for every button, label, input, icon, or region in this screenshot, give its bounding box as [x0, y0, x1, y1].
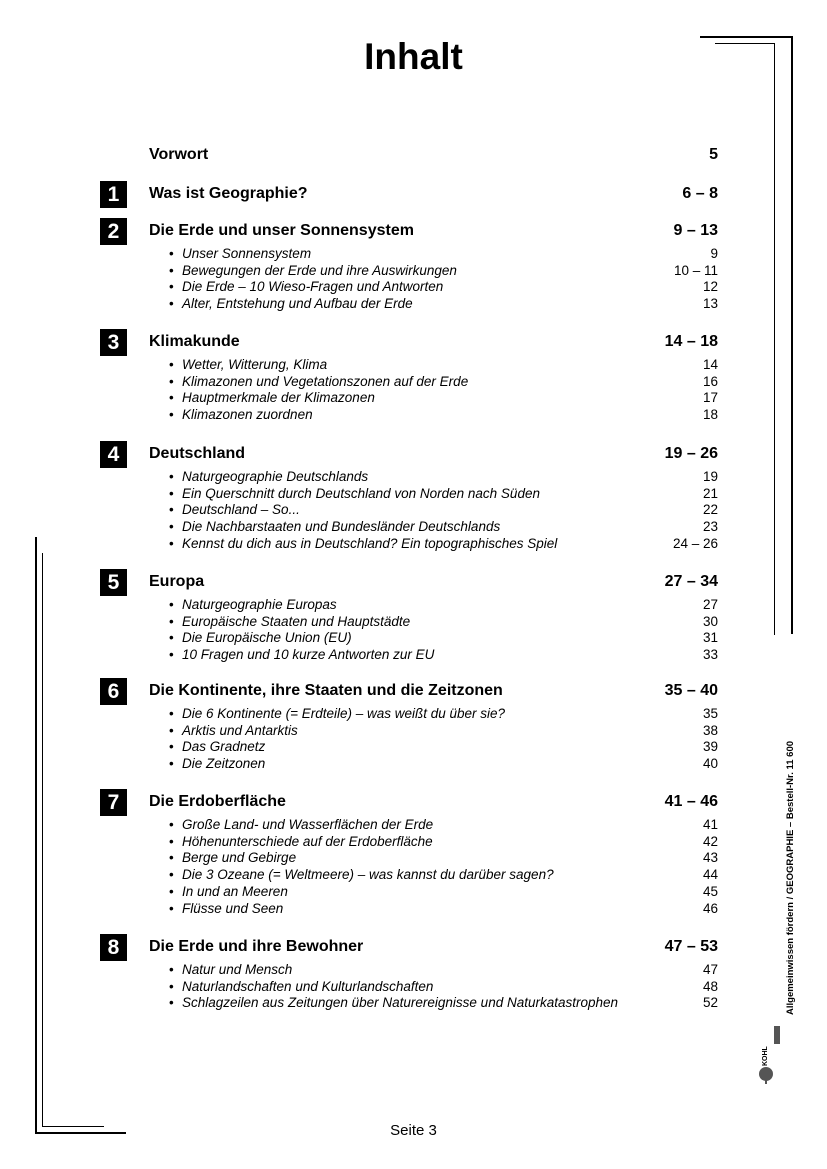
toc-item-text: Klimazonen und Vegetationszonen auf der Erde	[182, 373, 469, 389]
chapter-title: Die Erdoberfläche	[149, 793, 286, 810]
bullet-icon: •	[169, 407, 174, 423]
chapter-title: Die Erde und unser Sonnensystem	[149, 222, 414, 239]
toc-item-text: Europäische Staaten und Hauptstädte	[182, 613, 411, 629]
bullet-icon: •	[169, 900, 174, 916]
bullet-icon: •	[169, 995, 174, 1011]
toc-item-text: Unser Sonnensystem	[182, 246, 312, 261]
bullet-icon: •	[169, 722, 174, 738]
bullet-icon: •	[169, 883, 174, 899]
bullet-icon: •	[169, 756, 174, 772]
frame-line-top-right-h1	[700, 36, 792, 38]
toc-item-text: In und an Meeren	[182, 883, 288, 899]
toc-item-text: Alter, Entstehung und Aufbau der Erde	[182, 296, 413, 312]
toc-item-page: 16	[702, 373, 718, 389]
chapter-number-badge: 1	[100, 181, 127, 208]
chapter-title: Europa	[149, 573, 205, 590]
bullet-icon: •	[169, 850, 174, 866]
toc-item-text: Die Zeitzonen	[182, 756, 266, 772]
toc-item-text: Die 3 Ozeane (= Weltmeere) – was kannst du darüber sagen?	[182, 867, 554, 883]
toc-item-page: 13	[702, 296, 718, 312]
bullet-icon: •	[169, 535, 174, 551]
bullet-icon: •	[169, 739, 174, 755]
toc-item-text: Wetter, Witterung, Klima	[182, 357, 328, 372]
toc-item-text: Hauptmerkmale der Klimazonen	[182, 390, 375, 406]
chapter-number-badge: 5	[100, 569, 127, 596]
toc-item-page: 17	[702, 390, 718, 406]
bullet-icon: •	[169, 373, 174, 389]
vorwort-page: 5	[709, 146, 718, 163]
toc-item-page: 52	[702, 995, 718, 1011]
frame-line-left-v2	[42, 553, 43, 1127]
side-order-info: Allgemeinwissen fördern / GEOGRAPHIE – Bestell-Nr. 11 600	[785, 740, 796, 1015]
toc-item-page: 23	[702, 519, 718, 535]
toc-item-text: Klimazonen zuordnen	[182, 407, 313, 423]
toc-item-text: Bewegungen der Erde und ihre Auswirkungen	[182, 262, 457, 278]
bullet-icon: •	[169, 502, 174, 518]
toc-item-text: Die Europäische Union (EU)	[182, 630, 352, 646]
toc-item-text: Berge und Gebirge	[182, 850, 297, 866]
bullet-icon: •	[169, 817, 174, 832]
chapter-number-badge: 7	[100, 789, 127, 816]
toc-item-page: 14	[702, 357, 718, 372]
bullet-icon: •	[169, 706, 174, 721]
bullet-icon: •	[169, 647, 174, 663]
toc-item-page: 10 – 11	[673, 262, 718, 278]
chapter-title: Deutschland	[149, 445, 246, 462]
chapter-pages: 41 – 46	[664, 793, 718, 810]
chapter-pages: 27 – 34	[664, 573, 718, 590]
toc-item-page: 12	[702, 279, 718, 295]
chapter-pages: 19 – 26	[664, 445, 718, 462]
toc-item-text: Kennst du dich aus in Deutschland? Ein topographisches Spiel	[182, 535, 558, 551]
toc-item-page: 48	[702, 978, 718, 994]
toc-item-text: Naturgeographie Europas	[182, 597, 337, 612]
chapter-number-badge: 3	[100, 329, 127, 356]
chapter-pages: 35 – 40	[664, 682, 718, 699]
toc-item-text: Naturgeographie Deutschlands	[182, 469, 369, 484]
toc-item-page: 27	[702, 597, 718, 612]
bullet-icon: •	[169, 833, 174, 849]
bullet-icon: •	[169, 262, 174, 278]
frame-line-top-right-h2	[715, 43, 775, 44]
toc-item-page: 40	[702, 756, 718, 772]
toc-item-text: Die 6 Kontinente (= Erdteile) – was weißt du über sie?	[182, 706, 506, 721]
bullet-icon: •	[169, 296, 174, 312]
frame-line-left-v1	[35, 537, 37, 1134]
chapter-title: Klimakunde	[149, 333, 240, 350]
toc-item-text: Die Erde – 10 Wieso-Fragen und Antworten	[182, 279, 444, 295]
toc-item-text: Schlagzeilen aus Zeitungen über Naturereignisse und Naturkatastrophen	[182, 995, 619, 1011]
toc-item-page: 38	[702, 722, 718, 738]
toc-item-text: Die Nachbarstaaten und Bundesländer Deutschlands	[182, 519, 501, 535]
chapter-number-badge: 6	[100, 678, 127, 705]
bullet-icon: •	[169, 390, 174, 406]
chapter-pages: 6 – 8	[682, 185, 718, 202]
chapter-title: Die Kontinente, ihre Staaten und die Zeitzonen	[149, 682, 503, 699]
toc-item-page: 41	[702, 817, 718, 832]
toc-item-text: Große Land- und Wasserflächen der Erde	[182, 817, 434, 832]
frame-line-right-v1	[791, 36, 793, 634]
bullet-icon: •	[169, 867, 174, 883]
toc-item-page: 9	[710, 246, 718, 261]
toc-item-page: 35	[702, 706, 718, 721]
toc-item-page: 43	[702, 850, 718, 866]
toc-item-text: Flüsse und Seen	[182, 900, 284, 916]
chapter-number-badge: 4	[100, 441, 127, 468]
bullet-icon: •	[169, 469, 174, 484]
chapter-number-badge: 2	[100, 218, 127, 245]
page-footer: Seite 3	[390, 1122, 437, 1139]
toc-item-page: 47	[702, 962, 718, 977]
chapter-pages: 9 – 13	[673, 222, 718, 239]
bullet-icon: •	[169, 519, 174, 535]
frame-line-right-v2	[774, 43, 775, 635]
bullet-icon: •	[169, 597, 174, 612]
chapter-title: Was ist Geographie?	[149, 185, 308, 202]
toc-item-page: 22	[702, 502, 718, 518]
toc-item-page: 24 – 26	[672, 535, 718, 551]
bullet-icon: •	[169, 630, 174, 646]
toc-item-page: 44	[702, 867, 718, 883]
toc-item-page: 19	[702, 469, 718, 484]
toc-item-page: 39	[702, 739, 718, 755]
chapter-title: Die Erde und ihre Bewohner	[149, 938, 364, 955]
toc-item-page: 42	[702, 833, 718, 849]
vorwort-label: Vorwort	[149, 146, 209, 163]
toc-item-text: Natur und Mensch	[182, 962, 293, 977]
toc-item-page: 30	[702, 613, 718, 629]
chapter-pages: 47 – 53	[664, 938, 718, 955]
toc-item-page: 18	[702, 407, 718, 423]
toc-item-page: 33	[702, 647, 718, 663]
logo-lettering: KOHL	[762, 1046, 769, 1066]
bullet-icon: •	[169, 279, 174, 295]
toc-item-text: Naturlandschaften und Kulturlandschaften	[182, 978, 434, 994]
bullet-icon: •	[169, 613, 174, 629]
toc-item-page: 31	[702, 630, 718, 646]
toc-item-text: Das Gradnetz	[182, 739, 266, 755]
bullet-icon: •	[169, 962, 174, 977]
bullet-icon: •	[169, 978, 174, 994]
page-title: Inhalt	[364, 36, 463, 77]
bullet-icon: •	[169, 246, 174, 261]
bullet-icon: •	[169, 485, 174, 501]
chapter-number-badge: 8	[100, 934, 127, 961]
bullet-icon: •	[169, 357, 174, 372]
toc-item-text: Höhenunterschiede auf der Erdoberfläche	[182, 833, 433, 849]
toc-item-page: 21	[702, 485, 718, 501]
publisher-logo	[757, 1022, 783, 1088]
chapter-pages: 14 – 18	[664, 333, 718, 350]
toc-item-page: 45	[702, 883, 718, 899]
toc-item-page: 46	[702, 900, 718, 916]
toc-item-text: 10 Fragen und 10 kurze Antworten zur EU	[182, 647, 435, 663]
toc-item-text: Arktis und Antarktis	[182, 722, 298, 738]
toc-item-text: Deutschland – So...	[182, 502, 300, 518]
toc-item-text: Ein Querschnitt durch Deutschland von Norden nach Süden	[182, 485, 540, 501]
